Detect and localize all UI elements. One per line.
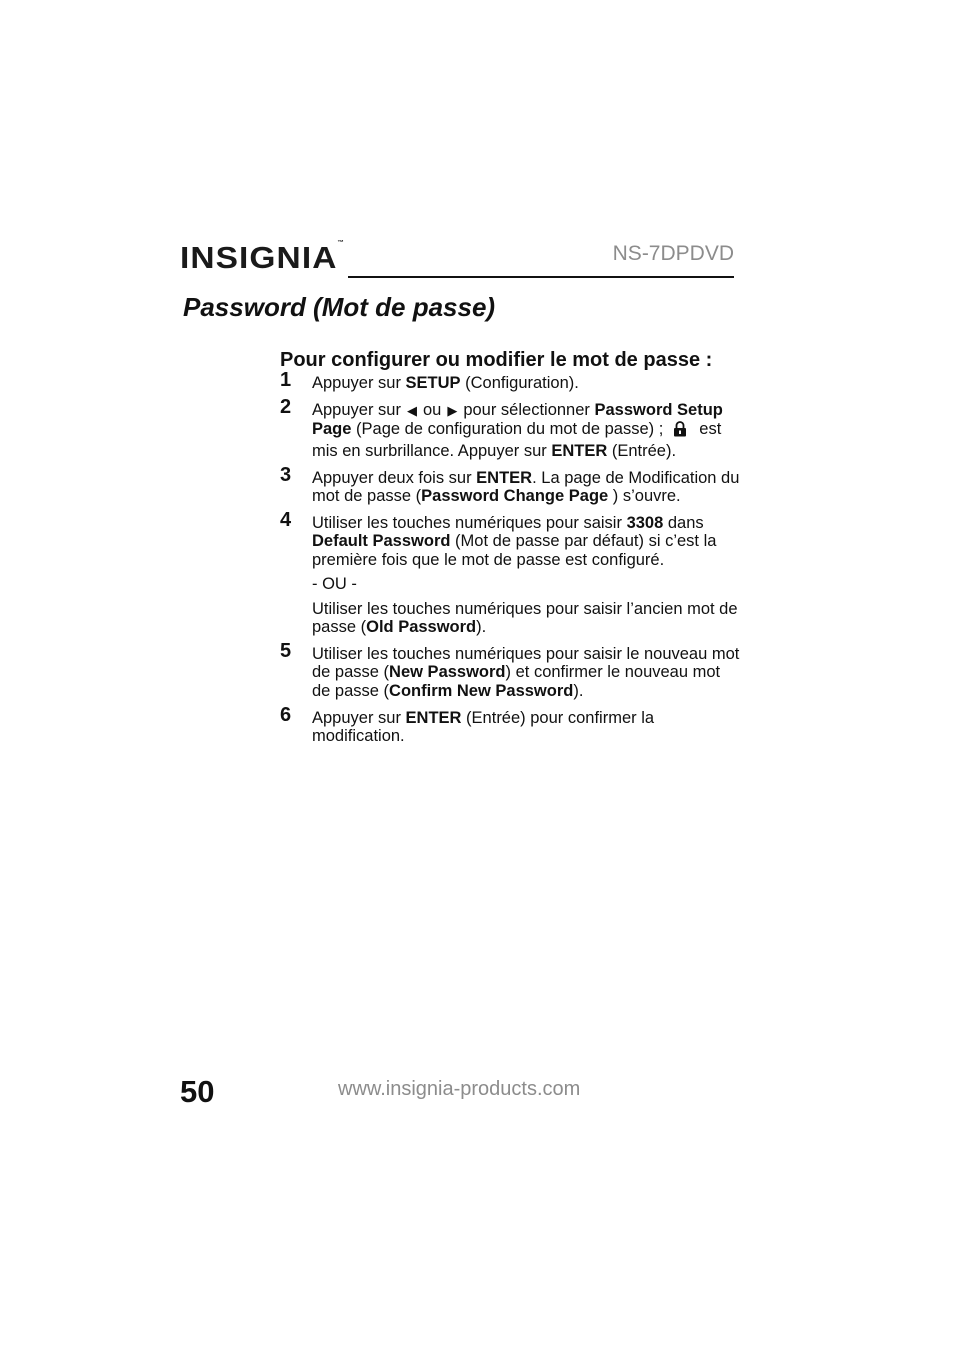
subheading: Pour configurer ou modifier le mot de passe : <box>280 349 713 371</box>
model-number: NS-7DPDVD <box>612 242 734 265</box>
triangle-right-icon: ▶ <box>447 402 458 418</box>
step-number: 5 <box>280 639 292 662</box>
step-or: - OU - <box>312 575 357 594</box>
step-number: 3 <box>280 463 292 486</box>
step-3 <box>280 463 740 506</box>
insignia-logo <box>180 240 344 276</box>
step-5 <box>280 639 740 700</box>
step-1 <box>280 369 740 392</box>
step-2 <box>280 395 740 460</box>
step-number: 2 <box>280 395 292 418</box>
step-number: 1 <box>280 369 292 391</box>
instructions <box>280 349 740 754</box>
triangle-left-icon: ◀ <box>406 402 417 418</box>
page-header <box>180 236 734 280</box>
step-number: 4 <box>280 508 292 531</box>
step-text: Appuyer deux fois sur ENTER. La page de Modification du mot de passe (Password Change Page ) s’ouvre. <box>312 468 740 506</box>
step-text: Utiliser les touches numériques pour saisir le nouveau mot de passe (New Password) et confirmer le nouveau mot de passe (Confirm New Password). <box>312 644 740 700</box>
step-text: Appuyer sur ◀ ou ▶ pour sélectionner Password Setup Page (Page de configuration du mot de passe) ; est mis en surbrillance. Appuyer sur ENTER (Entrée). <box>312 400 723 460</box>
footer-url: www.insignia-products.com <box>338 1078 581 1100</box>
section-title: Password (Mot de passe) <box>183 292 496 322</box>
logo-text: INSIGNIA <box>180 240 338 275</box>
step-text: Utiliser les touches numériques pour saisir 3308 dans Default Password (Mot de passe par défaut) si c’est la première fois que le mot de passe est configuré. <box>312 513 717 569</box>
lock-icon <box>673 421 687 441</box>
step-number: 6 <box>280 703 292 726</box>
step-text-alt: Utiliser les touches numériques pour saisir l’ancien mot de passe (Old Password). <box>312 599 738 636</box>
header-rule <box>348 276 734 278</box>
step-text: Appuyer sur ENTER (Entrée) pour confirmer la modification. <box>312 708 655 745</box>
step-6 <box>280 703 740 746</box>
page-number: 50 <box>180 1074 215 1109</box>
logo-trademark: ™ <box>337 240 344 246</box>
step-text: Appuyer sur SETUP (Configuration). <box>312 374 579 392</box>
step-4 <box>280 508 740 636</box>
